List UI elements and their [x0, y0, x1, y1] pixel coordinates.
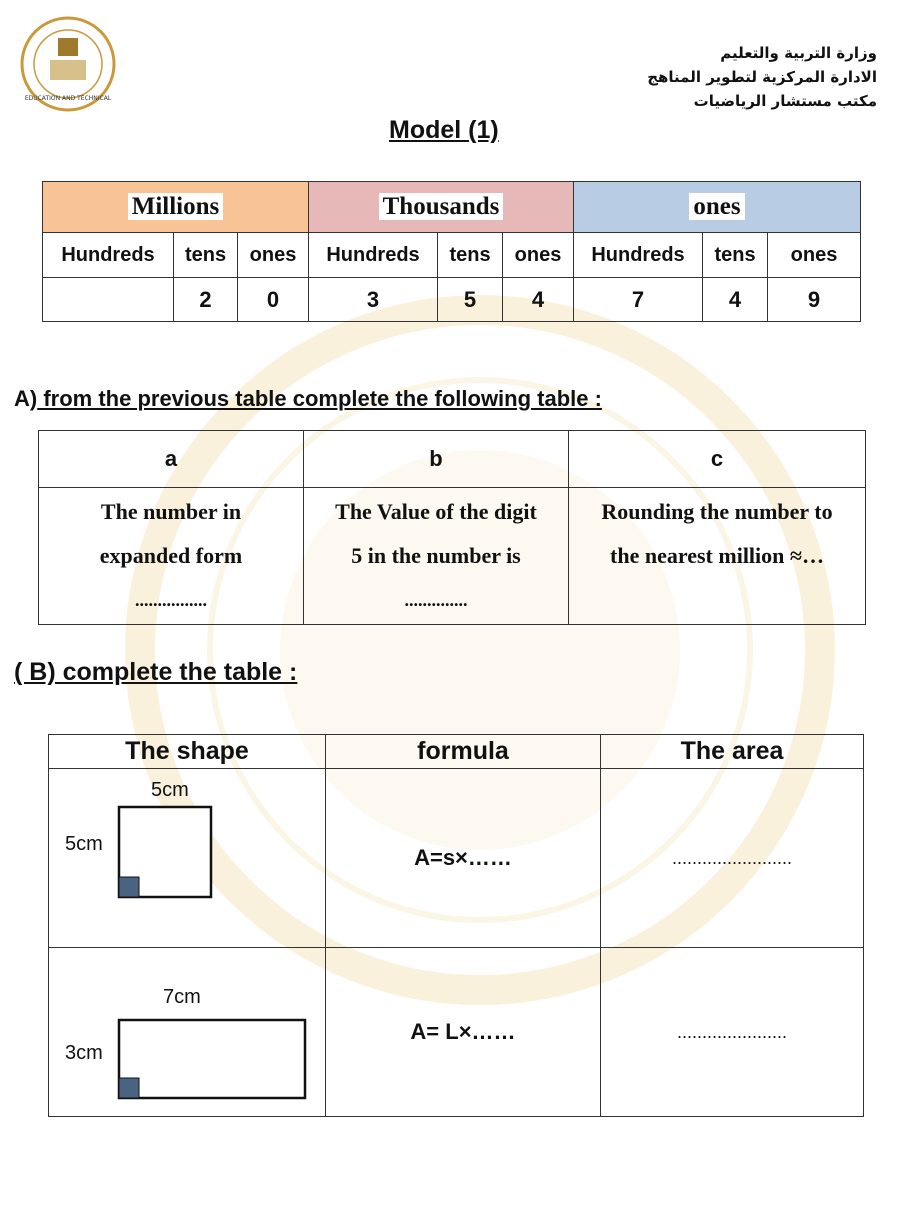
cell-b-line1: The Value of the digit — [335, 499, 537, 524]
cell-a[interactable] — [39, 488, 304, 625]
rectangle-shape-icon — [117, 1018, 309, 1102]
square-formula: A=s×…… — [326, 769, 601, 948]
digit-cell — [43, 278, 174, 322]
col-header: tens — [438, 233, 503, 278]
cell-c[interactable] — [569, 488, 866, 625]
cell-c-line1: Rounding the number to — [601, 499, 833, 524]
col-header: ones — [503, 233, 574, 278]
digit-cell: 4 — [703, 278, 768, 322]
cell-a-line1: The number in — [100, 499, 242, 524]
group-millions: Millions — [43, 182, 309, 233]
col-header: Hundreds — [309, 233, 438, 278]
digit-cell: 0 — [238, 278, 309, 322]
square-row — [49, 769, 864, 948]
ministry-logo-icon — [20, 16, 116, 112]
column-header-row — [43, 233, 861, 278]
digit-cell: 3 — [309, 278, 438, 322]
rectangle-row — [49, 948, 864, 1117]
arabic-header-line-2: الادارة المركزية لتطوير المناهج — [647, 68, 877, 86]
col-header: Hundreds — [43, 233, 174, 278]
header-b: b — [304, 431, 569, 488]
rectangle-area-dots: ...................... — [676, 1021, 788, 1042]
place-value-table — [42, 181, 861, 322]
cell-a-answer-dots: ................ — [135, 590, 207, 610]
page-title: Model (1) — [389, 116, 499, 144]
header-a: a — [39, 431, 304, 488]
header-area: The area — [601, 735, 864, 769]
digit-cell: 4 — [503, 278, 574, 322]
header-formula: formula — [326, 735, 601, 769]
digit-cell: 2 — [174, 278, 238, 322]
section-b-header-row — [49, 735, 864, 769]
square-top-label: 5cm — [151, 779, 189, 801]
section-a-body-row — [39, 488, 866, 625]
square-shape-cell — [49, 769, 326, 948]
col-header: Hundreds — [574, 233, 703, 278]
col-header: ones — [768, 233, 861, 278]
group-thousands: Thousands — [309, 182, 574, 233]
square-area-dots: ........................ — [671, 847, 793, 868]
section-a-table — [38, 430, 866, 625]
section-a-heading: A) from the previous table complete the following table : — [14, 386, 602, 411]
svg-text:EDUCATION AND TECHNICAL: EDUCATION AND TECHNICAL — [24, 95, 112, 102]
digit-cell: 9 — [768, 278, 861, 322]
cell-b-answer-dots: .............. — [404, 590, 468, 610]
digit-cell: 5 — [438, 278, 503, 322]
group-ones: ones — [574, 182, 861, 233]
digit-cell: 7 — [574, 278, 703, 322]
rectangle-area-cell[interactable] — [601, 948, 864, 1117]
cell-c-line2: the nearest million ≈… — [610, 543, 824, 568]
rectangle-shape-cell — [49, 948, 326, 1117]
col-header: tens — [174, 233, 238, 278]
header-c: c — [569, 431, 866, 488]
square-shape-icon — [117, 805, 215, 901]
section-a-header-row — [39, 431, 866, 488]
square-area-cell[interactable] — [601, 769, 864, 948]
section-b-table — [48, 734, 864, 1117]
arabic-header-line-1: وزارة التربية والتعليم — [720, 44, 877, 62]
section-b-heading: ( B) complete the table : — [14, 658, 298, 686]
arabic-header-line-3: مكتب مستشار الرياضيات — [693, 92, 877, 110]
rectangle-side-label: 3cm — [65, 1042, 103, 1064]
cell-b[interactable] — [304, 488, 569, 625]
header-shape: The shape — [49, 735, 326, 769]
cell-a-line2: expanded form — [99, 543, 243, 568]
group-header-row — [43, 182, 861, 233]
col-header: ones — [238, 233, 309, 278]
col-header: tens — [703, 233, 768, 278]
square-side-label: 5cm — [65, 833, 103, 855]
digit-row — [43, 278, 861, 322]
rectangle-formula: A= L×…… — [326, 948, 601, 1117]
rectangle-top-label: 7cm — [163, 986, 201, 1008]
cell-b-line2: 5 in the number is — [351, 543, 521, 568]
